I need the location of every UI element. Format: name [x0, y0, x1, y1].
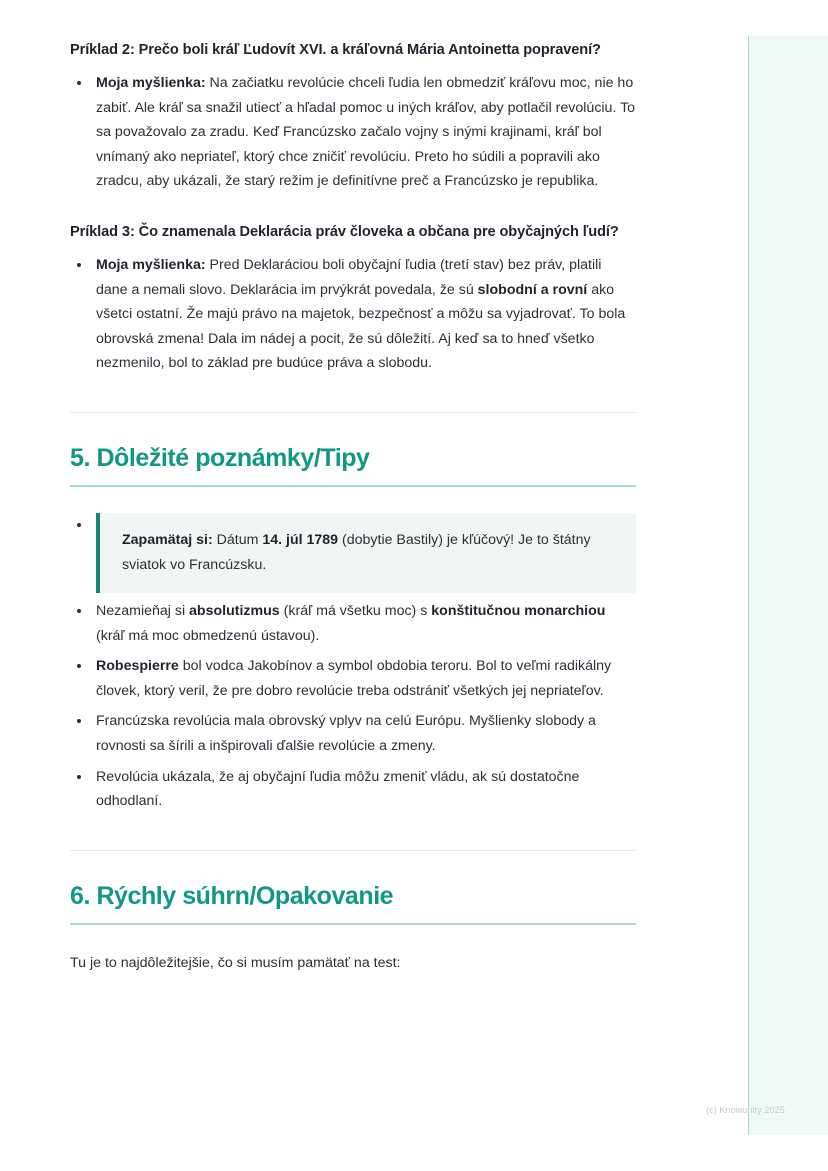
section-6-heading: 6. Rýchly súhrn/Opakovanie	[70, 881, 394, 910]
tip-4-text-1: Revolúcia ukázala, že aj obyčajní ľudia môžu zmeniť vládu, ak sú dostatočne odhodlaní.	[96, 768, 580, 810]
example-2-list	[70, 71, 636, 194]
list-item	[70, 765, 636, 814]
tip-1-bold-1: absolutizmus	[189, 603, 280, 620]
example-2-bullet-label: Moja myšlienka:	[96, 75, 206, 92]
list-item	[70, 709, 636, 758]
spacer	[70, 820, 636, 850]
example-3-bullet-label: Moja myšlienka:	[96, 257, 206, 273]
spacer	[70, 200, 636, 220]
remember-callout	[96, 513, 636, 593]
section-5-underline	[70, 485, 636, 487]
example-3-bullet-text-2: ako všetci ostatní. Že majú právo na majetok, bezpečnosť a môžu sa vyjadrovať. To bola obrovská zmena! Dala im nádej a pocit, že sú dôležití. Aj keď sa to hneď všetko nezmenilo, bol to základ pre budúce práva a slobodu.	[96, 281, 626, 372]
spacer	[70, 382, 636, 412]
copyright-watermark: (c) Knowunity 2025	[706, 1105, 785, 1115]
callout-text-2: (dobytie Bastily) je kľúčový! Je to štátny sviatok vo Francúzsku.	[122, 531, 591, 573]
tip-1-text-1: Nezamieňaj si	[96, 603, 190, 620]
example-3-bullet-bold-1: slobodní a rovní	[477, 281, 588, 298]
document-content	[70, 38, 636, 975]
example-3-bullet-text-1: Pred Deklaráciou boli obyčajní ľudia (tretí stav) bez práv, platili dane a nemali slovo. Deklarácia im prvýkrát povedala, že sú	[96, 257, 602, 298]
section-6-underline	[70, 923, 636, 925]
tip-2-text-2: bol vodca Jakobínov a symbol obdobia teroru. Bol to veľmi radikálny človek, ktorý veril, že pre dobro revolúcie treba odstrániť všetkých jej nepriateľov.	[96, 658, 612, 699]
section-6-intro: Tu je to najdôležitejšie, čo si musím pamätať na test:	[70, 954, 401, 971]
tip-3-text-1: Francúzska revolúcia mala obrovský vplyv na celú Európu. Myšlienky slobody a rovnosti sa šírili a inšpirovali ďalšie revolúcie a zmeny.	[96, 713, 596, 755]
tip-1-text-2: (kráľ má všetku moc) s	[279, 603, 432, 620]
tip-2-bold-1: Robespierre	[96, 658, 179, 675]
callout-list-item	[70, 513, 636, 593]
tip-1-text-3: (kráľ má moc obmedzenú ústavou).	[96, 627, 320, 644]
list-item	[70, 71, 636, 194]
example-2-heading: Príklad 2: Prečo boli kráľ Ľudovít XVI. a kráľovná Mária Antoinetta popravení?	[70, 42, 601, 58]
example-3-heading: Príklad 3: Čo znamenala Deklarácia práv človeka a občana pre obyčajných ľudí?	[70, 223, 619, 240]
spacer	[70, 413, 636, 443]
spacer	[70, 851, 636, 881]
list-item	[70, 654, 636, 703]
callout-text-1: Dátum	[212, 531, 263, 548]
callout-label: Zapamätaj si:	[122, 531, 213, 548]
callout-bold-date: 14. júl 1789	[262, 531, 339, 548]
list-item	[70, 599, 636, 648]
example-2-bullet-text: Na začiatku revolúcie chceli ľudia len obmedziť kráľovu moc, nie ho zabiť. Ale kráľ sa snažil utiecť a hľadal pomoc u iných kráľov, aby potlačil revolúciu. To sa považovalo za zradu. Keď Francúzsko začalo vojny s inými krajinami, kráľ bol vnímaný ako nepriateľ, ktorý chce zničiť revolúciu. Preto ho súdili a popravili ako zradcu, aby ukázali, že starý režim je definitívne preč a Francúzsko je republika.	[96, 75, 636, 190]
tip-1-bold-2: konštitučnou monarchiou	[431, 603, 606, 620]
right-rail-panel	[749, 36, 828, 1135]
section-5-list	[70, 513, 636, 814]
example-3-list	[70, 253, 636, 376]
section-5-heading: 5. Dôležité poznámky/Tipy	[70, 443, 370, 472]
list-item	[70, 253, 636, 376]
